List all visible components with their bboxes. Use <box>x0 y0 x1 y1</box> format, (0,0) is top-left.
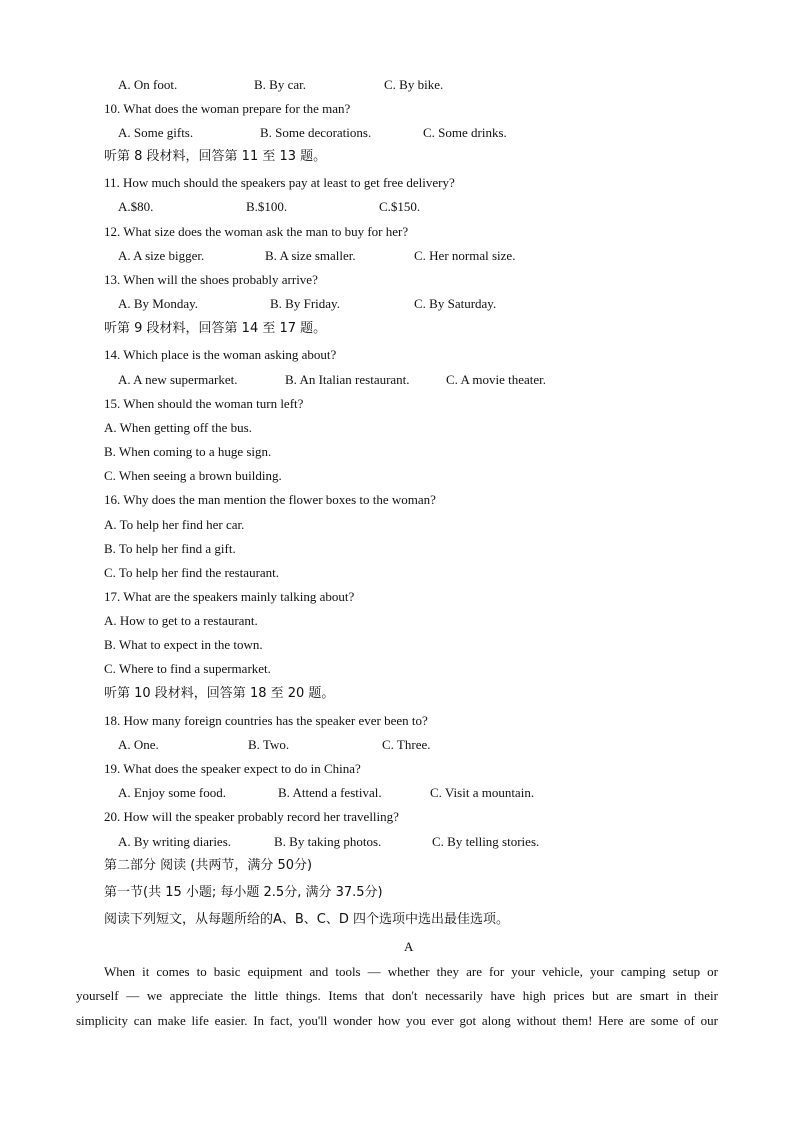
question-line: 12. What size does the woman ask the man to buy for her? <box>104 224 409 239</box>
question-line: A. When getting off the bus. <box>104 420 252 435</box>
question-line: 11. How much should the speakers pay at least to get free delivery? <box>104 175 455 190</box>
question-line: 13. When will the shoes probably arrive? <box>104 272 318 287</box>
answer-option: C.$150. <box>379 199 421 214</box>
section-heading: 第二部分 阅读 (共两节，满分 50分) <box>104 858 313 873</box>
answer-option: C. Some drinks. <box>423 125 507 140</box>
section-heading: 听第 9 段材料，回答第 14 至 17 题。 <box>104 321 327 336</box>
answer-option: C. By Saturday. <box>414 296 497 311</box>
answer-option: B. By Friday. <box>270 296 340 311</box>
question-line: B. When coming to a huge sign. <box>104 444 272 459</box>
question-line: 17. What are the speakers mainly talking about? <box>104 589 355 604</box>
question-line: 20. How will the speaker probably record her travelling? <box>104 809 399 824</box>
answer-option: A. One. <box>118 737 159 752</box>
question-line: B. To help her find a gift. <box>104 541 236 556</box>
section-heading: 听第 8 段材料，回答第 11 至 13 题。 <box>104 149 327 164</box>
answer-option: A. A new supermarket. <box>118 372 238 387</box>
answer-option: A. Some gifts. <box>118 125 194 140</box>
question-line: C. When seeing a brown building. <box>104 468 282 483</box>
question-line: A. To help her find her car. <box>104 517 245 532</box>
answer-option: A. On foot. <box>118 77 178 92</box>
answer-option: B. An Italian restaurant. <box>285 372 410 387</box>
section-heading: 阅读下列短文，从每题所给的A、B、C、D 四个选项中选出最佳选项。 <box>104 912 510 927</box>
answer-option: B. By car. <box>254 77 306 92</box>
answer-option: A. By Monday. <box>118 296 199 311</box>
question-line: 15. When should the woman turn left? <box>104 396 304 411</box>
answer-option: A. A size bigger. <box>118 248 205 263</box>
passage-line: When it comes to basic equipment and tools — whether they are for your vehicle, your camping setup or <box>104 964 718 979</box>
question-line: 19. What does the speaker expect to do in China? <box>104 761 361 776</box>
answer-option: C. Visit a mountain. <box>430 785 535 800</box>
answer-option: B.$100. <box>246 199 288 214</box>
passage-line: simplicity can make life easier. In fact, you'll wonder how you ever got along without them! Here are some of our <box>76 1013 718 1028</box>
question-line: C. Where to find a supermarket. <box>104 661 271 676</box>
answer-option: C. By bike. <box>384 77 444 92</box>
answer-option: A. Enjoy some food. <box>118 785 226 800</box>
answer-option: C. Three. <box>382 737 431 752</box>
answer-option: A. By writing diaries. <box>118 834 232 849</box>
answer-option: B. Attend a festival. <box>278 785 382 800</box>
answer-option: B. Some decorations. <box>260 125 372 140</box>
answer-option: B. By taking photos. <box>274 834 382 849</box>
passage-label: A <box>404 939 414 954</box>
answer-option: B. A size smaller. <box>265 248 356 263</box>
answer-option: A.$80. <box>118 199 154 214</box>
answer-option: C. Her normal size. <box>414 248 516 263</box>
question-line: 16. Why does the man mention the flower boxes to the woman? <box>104 492 436 507</box>
question-line: 10. What does the woman prepare for the man? <box>104 101 351 116</box>
passage-line: yourself — we appreciate the little things. Items that don't necessarily have high prices but are smart in their <box>76 988 718 1003</box>
question-line: A. How to get to a restaurant. <box>104 613 258 628</box>
section-heading: 听第 10 段材料，回答第 18 至 20 题。 <box>104 686 335 701</box>
question-line: 14. Which place is the woman asking about? <box>104 347 337 362</box>
question-line: 18. How many foreign countries has the speaker ever been to? <box>104 713 428 728</box>
answer-option: B. Two. <box>248 737 290 752</box>
question-line: C. To help her find the restaurant. <box>104 565 280 580</box>
section-heading: 第一节(共 15 小题; 每小题 2.5分, 满分 37.5分) <box>104 885 383 900</box>
answer-option: C. A movie theater. <box>446 372 547 387</box>
answer-option: C. By telling stories. <box>432 834 540 849</box>
question-line: B. What to expect in the town. <box>104 637 263 652</box>
